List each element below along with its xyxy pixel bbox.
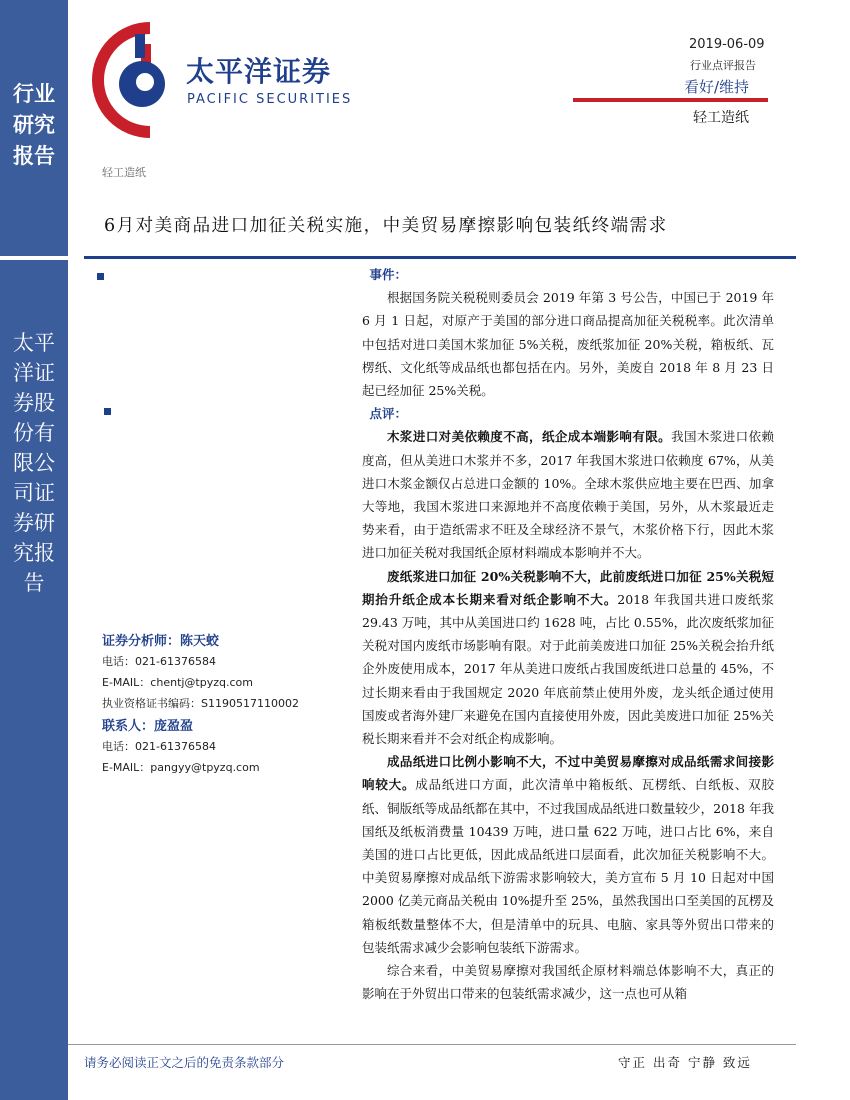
side-band xyxy=(0,0,68,1100)
paragraph-pulp-lead: 木浆进口对美依赖度不高，纸企成本端影响有限。 xyxy=(387,429,672,445)
contact-phone: 电话：021-61376584 xyxy=(102,740,216,753)
side-separator xyxy=(0,256,68,260)
industry-breadcrumb: 轻工造纸 xyxy=(102,166,146,179)
event-heading: 事件： xyxy=(369,267,408,282)
logo-name-cn: 太平洋证券 xyxy=(186,55,332,88)
comment-heading: 点评： xyxy=(369,406,408,422)
paragraph-pulp xyxy=(362,425,774,564)
disclaimer-note: 请务必阅读正文之后的免责条款部分 xyxy=(84,1055,285,1070)
logo-emblem-icon xyxy=(88,20,188,138)
report-title: 6月对美商品进口加征关税实施，中美贸易摩擦影响包装纸终端需求 xyxy=(104,216,668,236)
paragraph-finished-paper-text: 成品纸进口方面，此次清单中箱板纸、瓦楞纸、白纸板、双胶纸、铜版纸等成品纸都在其中，不过我国成品纸进口数量较少，2018 年我国纸及纸板消费量 10439 万吨，进口量 622 万吨，进口占比 6%，来自美国的进口占比更低，因此成品纸进口层面看，此次加征关税影响不大。中美贸易摩擦对成品纸下游需求影响较大，美方宣布 5 月 10 日起对中国 2000 亿美元商品关税由 10%提升至 25%，虽然我国出口至美国的瓦楞及箱板纸数量整体不大，但是清单中的玩具、电脑、家具等外贸出口带来的包装纸需求减少会影响包装纸下游需求。 xyxy=(362,777,774,955)
section-bullet xyxy=(97,273,104,280)
paragraph-waste-paper xyxy=(362,565,774,751)
report-body xyxy=(362,263,774,1006)
contact-email[interactable]: E-MAIL：pangyy@tpyzq.com xyxy=(102,761,260,774)
header-divider xyxy=(573,98,768,102)
paragraph-waste-paper-text: 2018 年我国共进口废纸浆 29.43 万吨，其中从美国进口约 1628 吨，占比 0.55%，此次废纸浆加征关税对国内废纸市场影响有限。对于此前美废进口加征 25%关税会抬升纸企外废使用成本，2017 年从美进口废纸占我国废纸进口总量的 45%，不过长期来看由于我国规定 2020 年底前禁止使用外废，龙头纸企通过使用国废或者海外建厂来避免在国内直接使用外废，因此美废进口加征 25%关税长期来看并不会对纸企构成影响。 xyxy=(362,591,774,747)
company-motto: 守正 出奇 宁静 致远 xyxy=(618,1055,752,1070)
paragraph-pulp-text: 我国木浆进口依赖度高，但从美进口木浆并不多，2017 年我国木浆进口依赖度 67%，从美进口木浆金额仅占总进口金额的 10%。全球木浆供应地主要在巴西、加拿大等地，我国木浆进口来源地并不高度依赖于美国，另外，从木浆最近走势来看，由于造纸需求不旺及全球经济不景气，木浆价格下行，因此木浆进口加征关税对我国纸企原材料端成本影响并不大。 xyxy=(362,429,774,561)
industry-label: 轻工造纸 xyxy=(693,110,749,126)
logo-name-en: PACIFIC SECURITIES xyxy=(187,92,353,107)
report-type: 行业点评报告 xyxy=(690,59,756,72)
title-divider xyxy=(84,256,796,259)
analyst-cert: 执业资格证书编码：S1190517110002 xyxy=(102,697,299,710)
paragraph-summary: 综合来看，中美贸易摩擦对我国纸企原材料端总体影响不大，真正的影响在于外贸出口带来的包装纸需求减少，这一点也可从箱 xyxy=(362,963,774,1002)
rating: 看好/维持 xyxy=(684,78,750,96)
analyst-email[interactable]: E-MAIL：chentj@tpyzq.com xyxy=(102,676,253,689)
event-paragraph: 根据国务院关税税则委员会 2019 年第 3 号公告，中国已于 2019 年 6 月 1 日起，对原产于美国的部分进口商品提高加征关税税率。此次清单中包括对进口美国木浆加征 5%关税，废纸浆加征 20%关税，箱板纸、瓦楞纸、文化纸等成品纸也都包括在内。另外，美废自 2018 年 8 月 23 日起已经加征 25%关税。 xyxy=(362,290,774,399)
analyst-phone: 电话：021-61376584 xyxy=(102,655,216,668)
footer-divider xyxy=(68,1044,796,1045)
contact-name: 联系人：庞盈盈 xyxy=(102,719,194,734)
company-logo xyxy=(88,20,373,138)
paragraph-finished-paper-lead: 成品纸进口比例小影响不大，不过中美贸易摩擦对成品纸需求间接影响较大。 xyxy=(362,754,774,793)
paragraph-finished-paper xyxy=(362,750,774,959)
side-label-report-kind: 行业研究报告 xyxy=(13,81,55,168)
report-date: 2019-06-09 xyxy=(689,37,765,52)
analyst-name: 证券分析师：陈天蛟 xyxy=(102,634,220,649)
paragraph-waste-paper-lead: 废纸浆进口加征 20%关税影响不大，此前废纸进口加征 25%关税短期抬升纸企成本长期来看对纸企影响不大。 xyxy=(362,568,774,607)
section-bullet xyxy=(104,408,111,415)
side-label-company: 太平洋证券股份有限公司证券研究报告 xyxy=(13,331,55,595)
